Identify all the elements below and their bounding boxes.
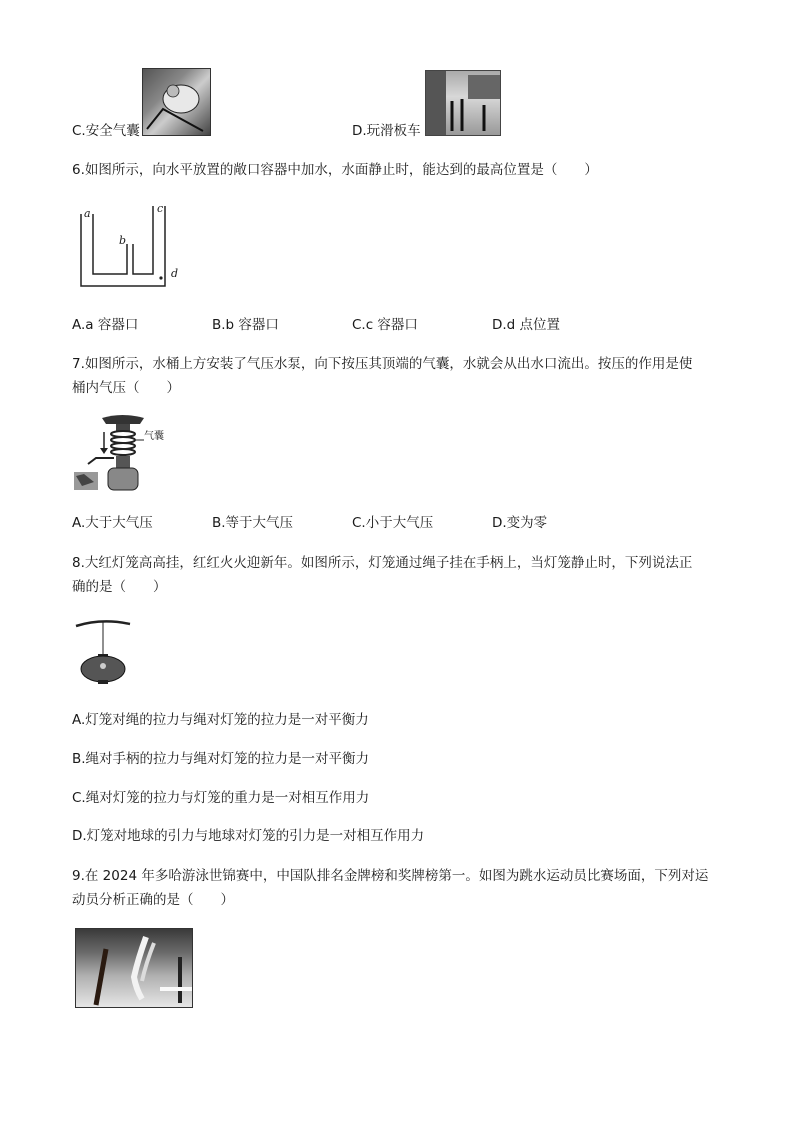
q8-stem-line1: 8.大红灯笼高高挂，红红火火迎新年。如图所示，灯笼通过绳子挂在手柄上，当灯笼静止时，下列说法正 [72, 555, 693, 571]
q6-option-a: A.a 容器口 [72, 317, 139, 333]
q9-stem-line2: 动员分析正确的是（ ） [72, 892, 234, 908]
q9-stem-line1: 9.在 2024 年多哈游泳世锦赛中，中国队排名金牌榜和奖牌榜第一。如图为跳水运动员比赛场面，下列对运 [72, 868, 709, 884]
q8-option-d: D.灯笼对地球的引力与地球对灯笼的引力是一对相互作用力 [72, 828, 425, 844]
airbag-figure [143, 69, 210, 135]
q7-stem-line1: 7.如图所示，水桶上方安装了气压水泵，向下按压其顶端的气囊，水就会从出水口流出。按压的作用是使 [72, 356, 693, 372]
q8-option-a: A.灯笼对绳的拉力与绳对灯笼的拉力是一对平衡力 [72, 712, 369, 728]
q7-pump-diagram [74, 412, 174, 496]
q7-option-a: A.大于大气压 [72, 515, 153, 531]
q7-stem-line2: 桶内气压（ ） [72, 380, 180, 396]
q6-option-d: D.d 点位置 [492, 317, 561, 333]
label-c: c [157, 202, 164, 215]
label-d: d [171, 267, 179, 280]
q7-option-d: D.变为零 [492, 515, 548, 531]
q9-diving-photo [75, 928, 193, 1008]
q6-stem: 6.如图所示，向水平放置的敞口容器中加水，水面静止时，能达到的最高位置是（ ） [72, 162, 598, 178]
label-a: a [84, 207, 91, 220]
q7-option-b: B.等于大气压 [212, 515, 294, 531]
skateboard-figure [426, 71, 500, 135]
q8-stem-line2: 确的是（ ） [72, 579, 167, 595]
q6-option-b: B.b 容器口 [212, 317, 279, 333]
diver-figure [76, 929, 192, 1007]
q5-option-d: D.玩滑板车 [352, 123, 421, 139]
q8-option-c: C.绳对灯笼的拉力与灯笼的重力是一对相互作用力 [72, 790, 370, 806]
q8-option-b: B.绳对手柄的拉力与绳对灯笼的拉力是一对平衡力 [72, 751, 370, 767]
q8-lantern-diagram [74, 616, 134, 688]
q7-airbag-label: 气囊 [144, 431, 164, 442]
q6-option-c: C.c 容器口 [352, 317, 418, 333]
q5-option-c: C.安全气囊 [72, 123, 140, 139]
q7-option-c: C.小于大气压 [352, 515, 434, 531]
q5-photo-skateboard [425, 70, 501, 136]
q5-photo-airbag [142, 68, 211, 136]
label-b: b [119, 234, 127, 247]
